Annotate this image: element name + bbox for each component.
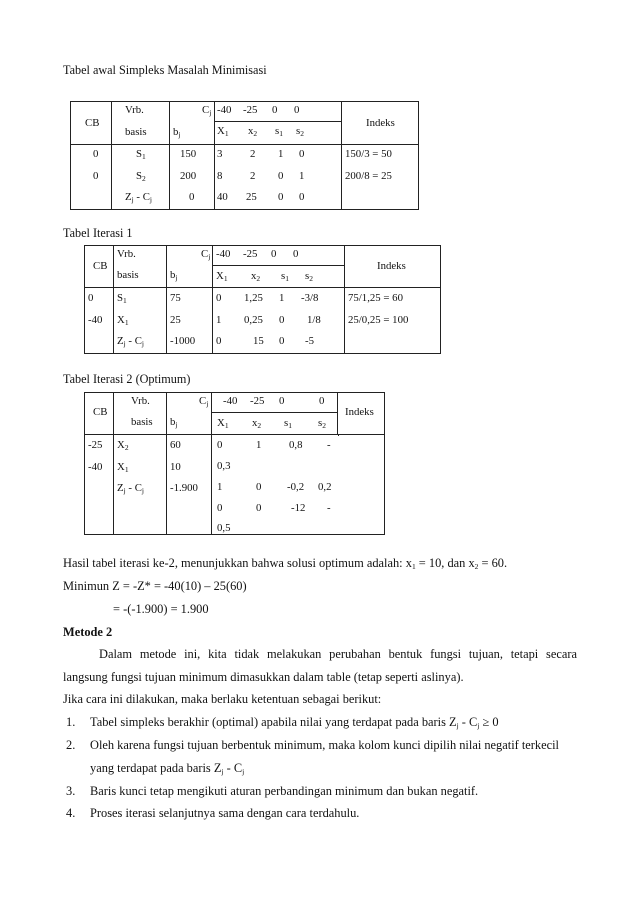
table2-coef-col: 0 1 0,8 - 0,3 1 0 -0,2 0,2 0 0 -12 - 0,5	[212, 435, 385, 535]
table0-indeks-header: Indeks	[342, 102, 419, 145]
heading-metode-2: Metode 2	[63, 625, 113, 639]
table2-cb-header: CB	[85, 393, 114, 435]
table0-basis-header: Vrb. basis	[112, 102, 170, 145]
table1-cj-bj-header: $C_j$ $b_j$	[167, 246, 213, 288]
table0-indeks-col: 150/3 = 50 200/8 = 25	[342, 145, 419, 210]
table1-basis-col: $S_1$ $X_1$ $Z_j - C_j$	[114, 288, 167, 354]
table1-cb-header: CB	[85, 246, 114, 288]
table1-indeks-col: 75/1,25 = 60 25/0,25 = 100	[345, 288, 441, 354]
list-item-2-number: 2.	[66, 738, 76, 752]
paragraph-line-1: Dalam metode ini, kita tidak melakukan perubahan bentuk fungsi tujuan, tetapi secara	[99, 647, 577, 661]
table1-indeks-header: Indeks	[345, 246, 441, 288]
list-item-2-line-2: yang terdapat pada baris $Z_j - C_j$	[90, 761, 245, 776]
equals-line: = -(-1.900) = 1.900	[113, 602, 209, 616]
table2-bj-col: 60 10 -1.900	[167, 435, 212, 535]
table0-var-header: -40 -25 0 0 $X_1$ $x_2$ $s_1$ $s_2$	[215, 102, 342, 145]
list-item-1-number: 1.	[66, 715, 76, 729]
table2-indeks-header: Indeks	[338, 393, 385, 435]
table0-coef-col: 3 2 1 0 8 2 0 1 40 25 0 0	[215, 145, 342, 210]
list-item-3: Baris kunci tetap mengikuti aturan perbandingan minimum dan bukan negatif.	[90, 784, 479, 798]
table1-coef-col: 0 1,25 1 -3/8 1 0,25 0 1/8 0 15 0 -5	[213, 288, 345, 354]
bj-label: $b_j$	[173, 126, 181, 139]
table0-basis-col: $S_1$ $S_2$ $Z_j - C_j$	[112, 145, 170, 210]
table1-caption: Tabel Iterasi 1	[63, 226, 133, 240]
table2-iteration-2-optimum	[84, 392, 385, 535]
table0-cj-bj-header	[170, 102, 215, 145]
table2-caption: Tabel Iterasi 2 (Optimum)	[63, 372, 191, 386]
list-item-3-number: 3.	[66, 784, 76, 798]
table0-cb-col: 0 0	[71, 145, 112, 210]
table0-cb-header: CB	[71, 102, 112, 145]
table2-var-header: -40 -25 0 0 $X_1$ $x_2$ $s_1$ $s_2$	[212, 393, 338, 435]
hasil-sentence: Hasil tabel iterasi ke-2, menunjukkan bahwa solusi optimum adalah: $x_1 = 10$, dan $x_2 = 60$.	[63, 556, 508, 571]
table2-basis-header: Vrb. basis	[114, 393, 167, 435]
table1-cb-col: 0 -40	[85, 288, 114, 354]
table2-cj-bj-header: $C_j$ $b_j$	[167, 393, 212, 435]
table2-cb-col: -25 -40	[85, 435, 114, 535]
table2-basis-col: $X_2$ $X_1$ $Z_j - C_j$	[114, 435, 167, 535]
table1-bj-col: 75 25 -1000	[167, 288, 213, 354]
paragraph-line-2: langsung fungsi tujuan minimum dimasukkan dalam table (tetap seperti aslinya).	[63, 670, 464, 684]
table1-var-header: -40 -25 0 0 $X_1$ $x_2$ $s_1$ $s_2$	[213, 246, 345, 288]
list-item-4: Proses iterasi selanjutnya sama dengan cara terdahulu.	[90, 806, 360, 820]
table1-basis-header: Vrb. basis	[114, 246, 167, 288]
list-item-1: Tabel simpleks berakhir (optimal) apabila nilai yang terdapat pada baris $Z_j - C_j \ge 0$	[90, 715, 499, 730]
table0-initial-simplex	[70, 101, 419, 210]
list-item-4-number: 4.	[66, 806, 76, 820]
cj-label: $C_j$	[202, 104, 212, 117]
minimun-line: Minimun Z = -Z* = -40(10) – 25(60)	[63, 579, 247, 593]
table1-iteration-1	[84, 245, 441, 354]
table0-caption: Tabel awal Simpleks Masalah Minimisasi	[63, 63, 267, 77]
list-item-2-line-1: Oleh karena fungsi tujuan berbentuk minimum, maka kolom kunci dipilih nilai negatif terkecil	[90, 738, 560, 752]
table0-bj-col: 150 200 0	[170, 145, 215, 210]
paragraph-line-3: Jika cara ini dilakukan, maka berlaku ketentuan sebagai berikut:	[63, 692, 382, 706]
